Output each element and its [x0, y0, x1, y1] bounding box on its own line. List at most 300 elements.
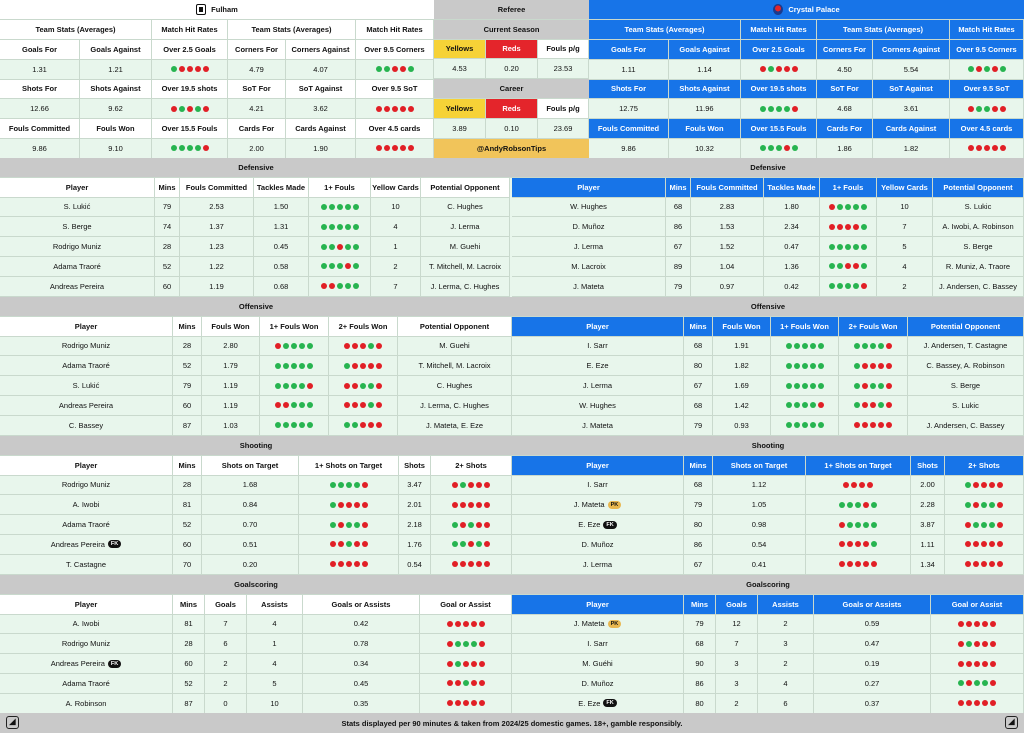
- miss-dot: [973, 502, 979, 508]
- table-cell-text: 60: [182, 539, 192, 549]
- miss-dot: [981, 561, 987, 567]
- hit-dot: [275, 363, 281, 369]
- stat-value: [741, 99, 817, 119]
- player-name-text: Rodrigo Muniz: [61, 639, 111, 649]
- hit-dot: [354, 522, 360, 528]
- miss-dot: [989, 561, 995, 567]
- player-name-text: W. Hughes: [570, 202, 607, 212]
- table-cell-text: 1.91: [734, 341, 749, 351]
- table-cell: [371, 277, 421, 297]
- table-cell: [202, 416, 260, 436]
- stat-value: [286, 99, 356, 119]
- column-header: Goals: [716, 595, 758, 615]
- table-cell-text: 67: [673, 242, 683, 252]
- miss-dot: [992, 66, 998, 72]
- player-name-text: W. Hughes: [579, 400, 616, 410]
- stat-label: [669, 80, 741, 100]
- referee-current-labels: [434, 40, 589, 60]
- team-stats-row: [0, 40, 434, 60]
- table-cell-text: J. Andersen, T. Castagne: [923, 341, 1008, 351]
- player-name-text: S. Lukić: [72, 381, 100, 391]
- table-cell-text: 1.05: [751, 500, 767, 510]
- hit-dot: [283, 422, 289, 428]
- hit-dot: [368, 343, 374, 349]
- table-row: [0, 674, 512, 694]
- table-cell-text: A. Iwobi, A. Robinson: [942, 222, 1014, 232]
- table-cell: [684, 376, 713, 396]
- hit-dot: [837, 283, 843, 289]
- stat-label: [873, 119, 950, 139]
- stat-value: [873, 139, 950, 159]
- shooting-palace-table: [512, 436, 1024, 575]
- table-cell: [180, 198, 254, 218]
- column-header: 1+ Shots on Target: [299, 456, 399, 476]
- hit-rate-dots: [330, 482, 368, 488]
- player-name: [0, 416, 173, 436]
- miss-dot: [275, 343, 281, 349]
- table-cell: [814, 674, 931, 694]
- hit-dot: [802, 383, 808, 389]
- hit-dot: [307, 363, 313, 369]
- hit-dot: [330, 522, 336, 528]
- stat-value: [0, 99, 80, 119]
- table-cell-text: 1.19: [223, 400, 238, 410]
- table-cell-text: 28: [182, 341, 192, 351]
- column-header: Mins: [173, 317, 202, 337]
- miss-dot: [862, 383, 868, 389]
- hit-dot: [837, 204, 843, 210]
- table-row: [0, 515, 512, 535]
- table-cell-text: 70: [182, 559, 192, 569]
- hit-dot: [329, 204, 335, 210]
- player-name: [0, 476, 173, 496]
- stat-value: [669, 60, 741, 80]
- hit-dot: [768, 66, 774, 72]
- stat-value-text: 12.75: [619, 104, 638, 114]
- player-name: [0, 515, 173, 535]
- hit-dot: [307, 402, 313, 408]
- table-cell: [371, 237, 421, 257]
- hit-dot: [810, 363, 816, 369]
- table-row: [0, 356, 512, 376]
- miss-dot: [989, 541, 995, 547]
- miss-dot: [974, 661, 980, 667]
- stat-value-text: 1.90: [313, 143, 328, 153]
- table-cell: [202, 555, 299, 575]
- table-cell-text: 0.70: [242, 520, 258, 530]
- table-cell: [254, 237, 309, 257]
- player-name: [0, 615, 173, 635]
- table-cell: [431, 476, 512, 496]
- player-name: [512, 198, 666, 218]
- table-row: [0, 634, 512, 654]
- column-header: Yellow Cards: [371, 178, 421, 198]
- stat-label-text: SoT Against: [889, 84, 933, 94]
- hit-dot: [291, 363, 297, 369]
- miss-dot: [468, 561, 474, 567]
- table-cell: [431, 555, 512, 575]
- table-cell: [713, 376, 771, 396]
- table-cell: [202, 356, 260, 376]
- miss-dot: [479, 700, 485, 706]
- stat-label-text: Corners For: [823, 44, 866, 54]
- hit-dot: [171, 145, 177, 151]
- hit-rate-dots: [171, 145, 209, 151]
- stat-value: [950, 60, 1024, 80]
- player-name: [0, 356, 173, 376]
- player-name: [512, 277, 666, 297]
- miss-dot: [455, 700, 461, 706]
- table-cell: [173, 476, 202, 496]
- table-cell: [691, 198, 764, 218]
- hit-rate-dots: [171, 106, 209, 112]
- stat-label: [356, 80, 434, 100]
- stat-value: [80, 139, 152, 159]
- miss-dot: [886, 422, 892, 428]
- miss-dot: [384, 145, 390, 151]
- table-cell-text: 60: [182, 400, 192, 410]
- table-cell: [299, 555, 399, 575]
- hit-dot: [786, 402, 792, 408]
- hit-dot: [818, 422, 824, 428]
- table-row: [0, 217, 512, 237]
- miss-dot: [839, 561, 845, 567]
- table-cell: [173, 634, 205, 654]
- table-cell: [420, 615, 512, 635]
- player-name-text: C. Bassey: [68, 420, 104, 430]
- hit-dot: [760, 106, 766, 112]
- table-cell: [908, 337, 1024, 357]
- stat-value-text: 1.31: [32, 64, 47, 74]
- table-cell-text: 0.42: [784, 281, 799, 291]
- table-cell: [155, 257, 180, 277]
- table-cell: [839, 416, 908, 436]
- table-cell-text: M. Guehi: [439, 341, 470, 351]
- miss-dot: [203, 66, 209, 72]
- hit-rate-dots: [330, 522, 368, 528]
- stat-value: [152, 139, 228, 159]
- table-cell: [758, 654, 814, 674]
- team-stats-row: [589, 119, 1024, 139]
- hit-dot: [854, 383, 860, 389]
- table-cell-text: 1.76: [407, 539, 422, 549]
- table-row: [512, 555, 1024, 575]
- table-cell: [716, 615, 758, 635]
- miss-dot: [354, 561, 360, 567]
- table-cell: [173, 337, 202, 357]
- stat-label: [817, 40, 873, 60]
- table-cell: [421, 277, 510, 297]
- miss-dot: [452, 502, 458, 508]
- hit-rate-dots: [958, 680, 996, 686]
- hit-rate-dots: [344, 343, 382, 349]
- table-cell-text: 0.47: [784, 242, 799, 252]
- hit-dot: [329, 263, 335, 269]
- stat-label: [152, 119, 228, 139]
- table-cell-text: 5: [902, 242, 907, 252]
- table-cell-text: 28: [184, 639, 193, 649]
- hit-rate-dots: [829, 224, 867, 230]
- column-header: 2+ Shots: [945, 456, 1024, 476]
- table-cell: [155, 277, 180, 297]
- hit-rate-dots: [965, 561, 1003, 567]
- hit-dot: [989, 522, 995, 528]
- miss-dot: [392, 66, 398, 72]
- hit-dot: [468, 522, 474, 528]
- stat-value: [152, 60, 228, 80]
- hit-dot: [463, 680, 469, 686]
- miss-dot: [283, 402, 289, 408]
- miss-dot: [981, 482, 987, 488]
- table-cell: [806, 476, 911, 496]
- table-cell: [202, 495, 299, 515]
- player-name: [512, 654, 684, 674]
- hit-dot: [871, 541, 877, 547]
- table-row: [512, 674, 1024, 694]
- player-name-text: A. Robinson: [65, 698, 107, 708]
- stat-label: [873, 80, 950, 100]
- column-header: Mins: [684, 317, 713, 337]
- hit-dot: [455, 661, 461, 667]
- miss-dot: [360, 402, 366, 408]
- table-cell-text: 1.22: [209, 261, 224, 271]
- hit-dot: [344, 422, 350, 428]
- table-row: [512, 654, 1024, 674]
- miss-dot: [997, 541, 1003, 547]
- hit-dot: [353, 263, 359, 269]
- miss-dot: [839, 541, 845, 547]
- hit-rate-dots: [330, 561, 368, 567]
- stat-label-text: Over 19.5 shots: [161, 84, 218, 94]
- player-name-text: Adama Traoré: [62, 520, 110, 530]
- table-cell: [309, 198, 371, 218]
- stat-value: [356, 60, 434, 80]
- hit-dot: [179, 106, 185, 112]
- hit-dot: [768, 145, 774, 151]
- player-name-text: A. Iwobi: [72, 500, 100, 510]
- stat-label-text: Over 9.5 SoT: [963, 84, 1010, 94]
- hit-dot: [786, 343, 792, 349]
- miss-dot: [990, 680, 996, 686]
- hit-dot: [870, 383, 876, 389]
- miss-dot: [784, 145, 790, 151]
- hit-rate-dots: [839, 561, 877, 567]
- table-cell-text: 1.19: [223, 381, 238, 391]
- stat-value: [817, 99, 873, 119]
- player-name-text: Andreas Pereira: [58, 400, 114, 410]
- table-cell-text: 1.80: [784, 202, 799, 212]
- table-cell: [713, 337, 771, 357]
- table-cell: [684, 694, 716, 714]
- miss-dot: [352, 343, 358, 349]
- table-row: [512, 634, 1024, 654]
- stat-value-text: 1.86: [837, 143, 852, 153]
- table-cell: [303, 694, 420, 714]
- hit-dot: [984, 66, 990, 72]
- table-row: [512, 356, 1024, 376]
- table-cell-text: 0.37: [864, 698, 880, 708]
- hit-dot: [1000, 66, 1006, 72]
- player-name-text: M. Guéhi: [582, 659, 613, 669]
- table-cell: [716, 634, 758, 654]
- table-cell: [247, 674, 303, 694]
- stat-value: [0, 139, 80, 159]
- miss-dot: [966, 661, 972, 667]
- table-cell-text: 3: [734, 678, 739, 688]
- column-header: Potential Opponent: [398, 317, 512, 337]
- hit-rate-dots: [839, 522, 877, 528]
- table-cell-text: 3: [734, 659, 739, 669]
- miss-dot: [354, 541, 360, 547]
- miss-dot: [958, 661, 964, 667]
- table-cell-text: 0.51: [242, 539, 258, 549]
- hit-dot: [810, 402, 816, 408]
- hit-dot: [989, 502, 995, 508]
- miss-dot: [982, 700, 988, 706]
- player-name: [0, 654, 173, 674]
- table-cell-text: 79: [693, 500, 703, 510]
- miss-dot: [847, 541, 853, 547]
- hit-rate-dots: [965, 482, 1003, 488]
- table-cell-text: 80: [693, 361, 703, 371]
- table-row: [512, 495, 1024, 515]
- stat-label: [950, 40, 1024, 60]
- team-stats-row: [0, 139, 434, 159]
- column-header: Fouls Committed: [691, 178, 764, 198]
- hit-rate-dots: [958, 641, 996, 647]
- hit-dot: [291, 422, 297, 428]
- miss-dot: [968, 145, 974, 151]
- miss-dot: [479, 641, 485, 647]
- table-cell-text: 86: [693, 539, 703, 549]
- column-header: Potential Opponent: [421, 178, 510, 198]
- table-cell: [764, 257, 820, 277]
- table-cell-text: 0.35: [353, 698, 369, 708]
- player-name: [0, 535, 173, 555]
- hit-dot: [307, 343, 313, 349]
- stats-group-header: Match Hit Rates: [950, 20, 1024, 40]
- stat-value-text: 9.62: [108, 104, 123, 114]
- stat-value-text: 4.21: [249, 104, 264, 114]
- hit-rate-dots: [786, 422, 824, 428]
- section-title: Goalscoring: [512, 575, 1024, 595]
- player-name-text: M. Lacroix: [571, 261, 606, 271]
- table-cell: [716, 674, 758, 694]
- fulham-crest-icon: [196, 4, 206, 15]
- miss-dot: [760, 66, 766, 72]
- table-cell: [299, 476, 399, 496]
- miss-dot: [321, 283, 327, 289]
- column-header: Potential Opponent: [933, 178, 1024, 198]
- table-cell: [806, 555, 911, 575]
- hit-dot: [861, 244, 867, 250]
- table-row: [0, 654, 512, 674]
- hit-dot: [818, 363, 824, 369]
- hit-rate-dots: [958, 661, 996, 667]
- table-cell-text: 79: [695, 619, 704, 629]
- player-name: [0, 237, 155, 257]
- hit-rate-dots: [321, 224, 359, 230]
- stat-value: [589, 60, 669, 80]
- hit-rate-dots: [786, 343, 824, 349]
- miss-dot: [376, 343, 382, 349]
- player-name: [512, 356, 684, 376]
- stat-label-text: Over 2.5 Goals: [163, 44, 216, 54]
- miss-dot: [974, 641, 980, 647]
- table-cell-text: 2: [223, 678, 228, 688]
- hit-dot: [321, 204, 327, 210]
- table-cell: [420, 634, 512, 654]
- table-cell: [180, 217, 254, 237]
- table-cell: [820, 237, 877, 257]
- table-cell: [398, 376, 512, 396]
- player-name: [0, 396, 173, 416]
- miss-dot: [982, 661, 988, 667]
- stat-value: [873, 99, 950, 119]
- stat-label: [152, 40, 228, 60]
- hit-rate-dots: [447, 680, 485, 686]
- miss-dot: [400, 106, 406, 112]
- player-name: [512, 396, 684, 416]
- table-cell-text: J. Lerma, C. Hughes: [420, 400, 489, 410]
- miss-dot: [958, 700, 964, 706]
- table-cell: [684, 416, 713, 436]
- hit-dot: [368, 383, 374, 389]
- table-cell: [839, 337, 908, 357]
- table-cell: [945, 535, 1024, 555]
- miss-dot: [360, 422, 366, 428]
- table-cell: [684, 555, 713, 575]
- miss-dot: [376, 106, 382, 112]
- miss-dot: [870, 363, 876, 369]
- stat-value: [873, 60, 950, 80]
- hit-dot: [460, 482, 466, 488]
- column-header: Fouls Committed: [180, 178, 254, 198]
- table-cell: [260, 337, 329, 357]
- table-cell-text: S. Berge: [950, 381, 981, 391]
- hit-dot: [861, 204, 867, 210]
- table-cell: [684, 674, 716, 694]
- hit-rate-dots: [330, 541, 368, 547]
- current-reds: 0.20: [486, 59, 538, 79]
- hit-dot: [353, 224, 359, 230]
- player-name-text: E. Eze: [586, 361, 609, 371]
- stat-value-text: 3.61: [903, 104, 919, 114]
- stat-label: [817, 80, 873, 100]
- miss-dot: [455, 680, 461, 686]
- column-header: Player: [0, 178, 155, 198]
- table-cell-text: J. Andersen, C. Bassey: [926, 420, 1005, 430]
- player-name: [512, 535, 684, 555]
- miss-dot: [471, 621, 477, 627]
- column-header: Player: [512, 456, 684, 476]
- table-cell: [309, 237, 371, 257]
- footer-disclaimer: Stats displayed per 90 minutes & taken from 2024/25 domestic games. 18+, gamble responsibly.: [341, 718, 683, 728]
- free-kick-taker-badge: FK: [108, 660, 121, 668]
- table-cell: [180, 257, 254, 277]
- table-cell-text: 7: [393, 281, 398, 291]
- stat-value: [152, 99, 228, 119]
- table-cell-text: 1.12: [751, 480, 767, 490]
- table-cell-text: 1.50: [273, 202, 289, 212]
- table-cell-text: 7: [902, 222, 907, 232]
- table-cell-text: 4: [272, 619, 277, 629]
- hit-rate-dots: [760, 106, 798, 112]
- table-cell: [299, 515, 399, 535]
- table-cell: [931, 615, 1024, 635]
- miss-dot: [965, 522, 971, 528]
- penalty-taker-badge: PK: [608, 501, 622, 509]
